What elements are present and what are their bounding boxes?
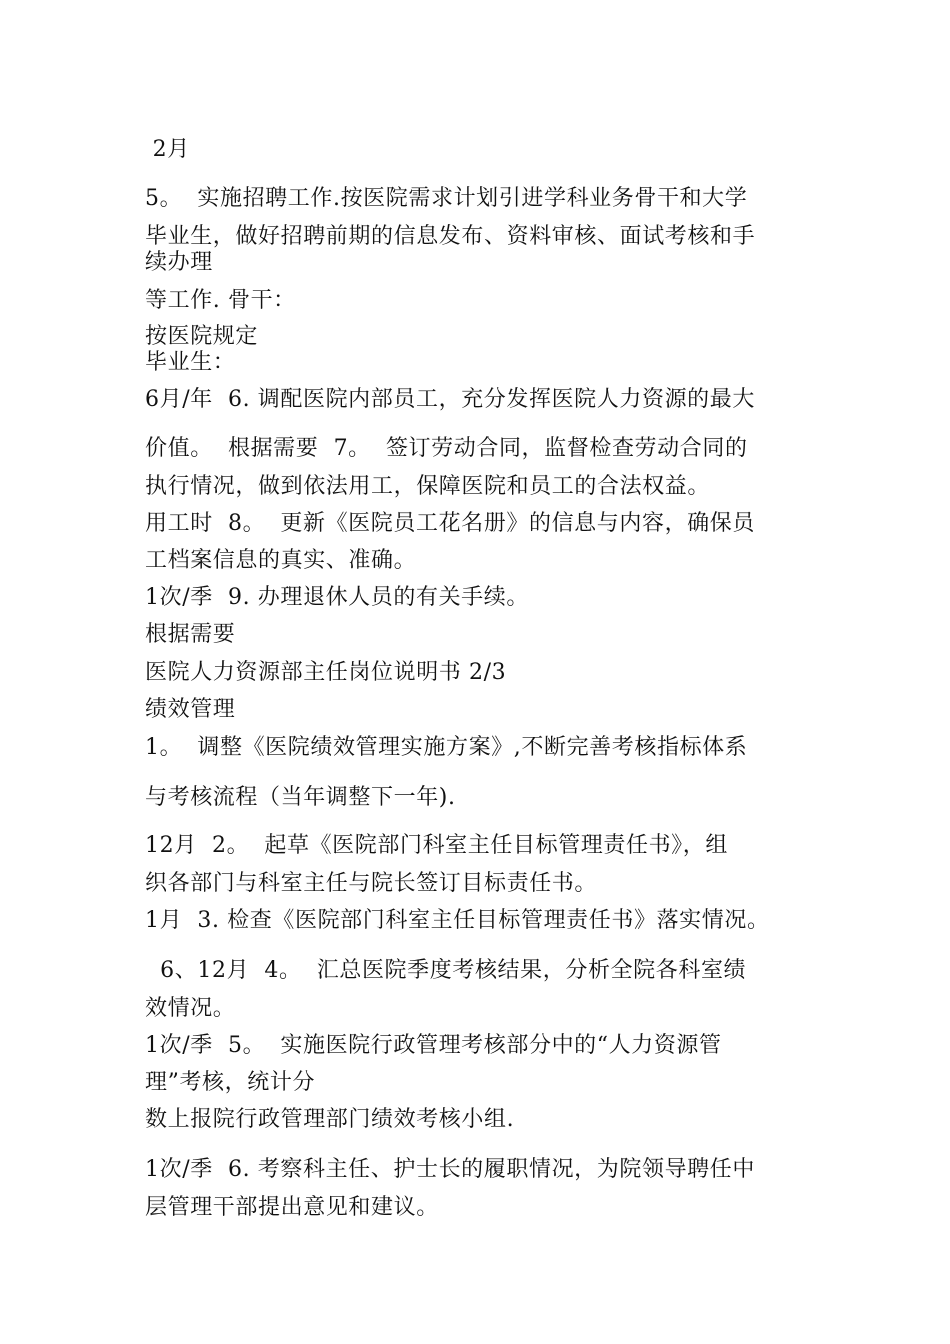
text-line: 与考核流程（当年调整下一年). (145, 785, 456, 810)
text-line: 数上报院行政管理部门绩效考核小组. (145, 1107, 515, 1132)
text-line: 按医院规定 (145, 324, 259, 349)
text-line: 毕业生，做好招聘前期的信息发布、资料审核、面试考核和手 (145, 224, 756, 249)
text-line: 织各部门与科室主任与院长签订目标责任书。 (145, 871, 598, 896)
text-line: 1次/季 5。 实施医院行政管理考核部分中的“人力资源管 (145, 1033, 722, 1058)
text-line: 等工作. 骨干： (145, 288, 296, 313)
text-line: 理”考核，统计分 (145, 1070, 316, 1095)
text-line: 5。 实施招聘工作.按医院需求计划引进学科业务骨干和大学 (145, 186, 748, 211)
text-line: 1月 3. 检查《医院部门科室主任目标管理责任书》落实情况。 (145, 908, 770, 933)
text-line: 执行情况，做到依法用工，保障医院和员工的合法权益。 (145, 474, 711, 499)
text-line: 续办理 (145, 250, 213, 275)
text-line: 6、12月 4。 汇总医院季度考核结果，分析全院各科室绩 (145, 958, 747, 983)
text-line: 医院人力资源部主任岗位说明书 2/3 (145, 660, 507, 685)
text-line: 层管理干部提出意见和建议。 (145, 1195, 439, 1220)
text-line: 效情况。 (145, 996, 236, 1021)
text-line: 用工时 8。 更新《医院员工花名册》的信息与内容，确保员 (145, 511, 755, 536)
text-line: 6月/年 6. 调配医院内部员工，充分发挥医院人力资源的最大 (145, 387, 755, 412)
text-line: 1次/季 6. 考察科主任、护士长的履职情况，为院领导聘任中 (145, 1157, 755, 1182)
text-line: 工档案信息的真实、准确。 (145, 548, 417, 573)
text-line: 2月 (145, 137, 190, 162)
text-line: 1。 调整《医院绩效管理实施方案》,不断完善考核指标体系 (145, 735, 748, 760)
text-line: 12月 2。 起草《医院部门科室主任目标管理责任书》，组 (145, 833, 728, 858)
text-line: 价值。 根据需要 7。 签订劳动合同，监督检查劳动合同的 (145, 436, 748, 461)
text-line: 根据需要 (145, 622, 236, 647)
text-line: 1次/季 9. 办理退休人员的有关手续。 (145, 585, 529, 610)
text-line: 绩效管理 (145, 697, 236, 722)
text-line: 毕业生： (145, 350, 236, 375)
